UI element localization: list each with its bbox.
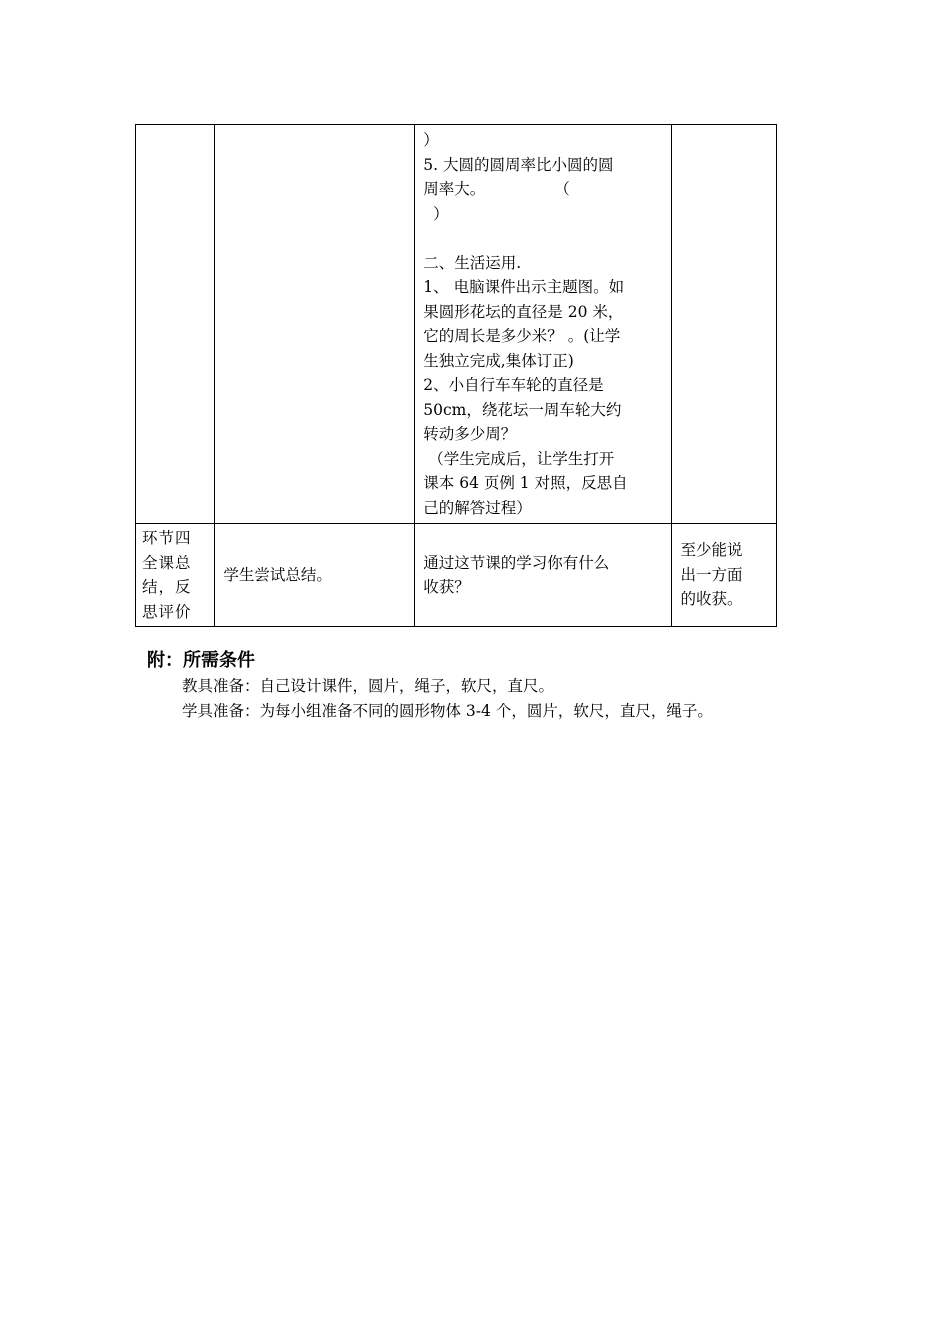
text-line: 5. 大圆的圆周率比小圆的圆 <box>423 155 614 174</box>
teacher-activity-cell <box>415 125 672 524</box>
text-line: 己的解答过程） <box>423 498 532 517</box>
text-line: 周率大。 （ <box>423 180 570 198</box>
stage-cell <box>136 524 215 627</box>
goal-line: 出一方面 <box>680 565 743 584</box>
text-line: 生独立完成,集体订正) <box>423 351 574 370</box>
goal-cell-empty <box>672 125 777 524</box>
student-tools-line: 学具准备：为每小组准备不同的圆形物体 3-4 个，圆片，软尺，直尺，绳子。 <box>182 702 713 720</box>
stage-line: 环节四 <box>142 529 192 547</box>
text-line: 课本 64 页例 1 对照，反思自 <box>423 474 628 492</box>
stage-cell-empty <box>136 125 215 524</box>
text-line: ） <box>423 204 449 223</box>
text-line: ） <box>423 131 439 149</box>
teacher-activity-cell <box>415 524 672 627</box>
appendix-section <box>147 648 847 724</box>
table-row <box>136 125 777 524</box>
goal-line: 至少能说 <box>680 541 743 560</box>
appendix-title: 附：所需条件 <box>147 650 255 671</box>
table-row <box>136 524 777 627</box>
stage-line: 全课总 <box>142 553 192 572</box>
section-heading: 二、生活运用. <box>423 253 522 272</box>
student-activity-cell <box>215 524 415 627</box>
goal-cell <box>672 524 777 627</box>
text-line: 它的周长是多少米？ 。(让学 <box>423 327 621 345</box>
text-line: 转动多少周？ <box>423 425 517 443</box>
text-line: 1、 电脑课件出示主题图。如 <box>423 278 625 296</box>
student-activity-cell-empty <box>215 125 415 524</box>
text-line: 50cm，绕花坛一周车轮大约 <box>423 400 622 419</box>
goal-line: 的收获。 <box>680 590 743 609</box>
stage-line: 思评价 <box>142 602 192 621</box>
student-activity-text: 学生尝试总结。 <box>223 565 332 584</box>
blank-line <box>423 226 665 251</box>
text-line: 果圆形花坛的直径是 20 米， <box>423 302 624 321</box>
stage-line: 结，反 <box>142 578 192 596</box>
text-line: （学生完成后，让学生打开 <box>423 449 615 468</box>
teacher-question-line: 收获？ <box>423 578 470 596</box>
teacher-question-line: 通过这节课的学习你有什么 <box>423 553 610 572</box>
text-line: 2、小自行车车轮的直径是 <box>423 376 604 394</box>
teacher-tools-line: 教具准备：自己设计课件，圆片，绳子，软尺，直尺。 <box>182 677 555 695</box>
lesson-plan-table <box>135 124 777 627</box>
